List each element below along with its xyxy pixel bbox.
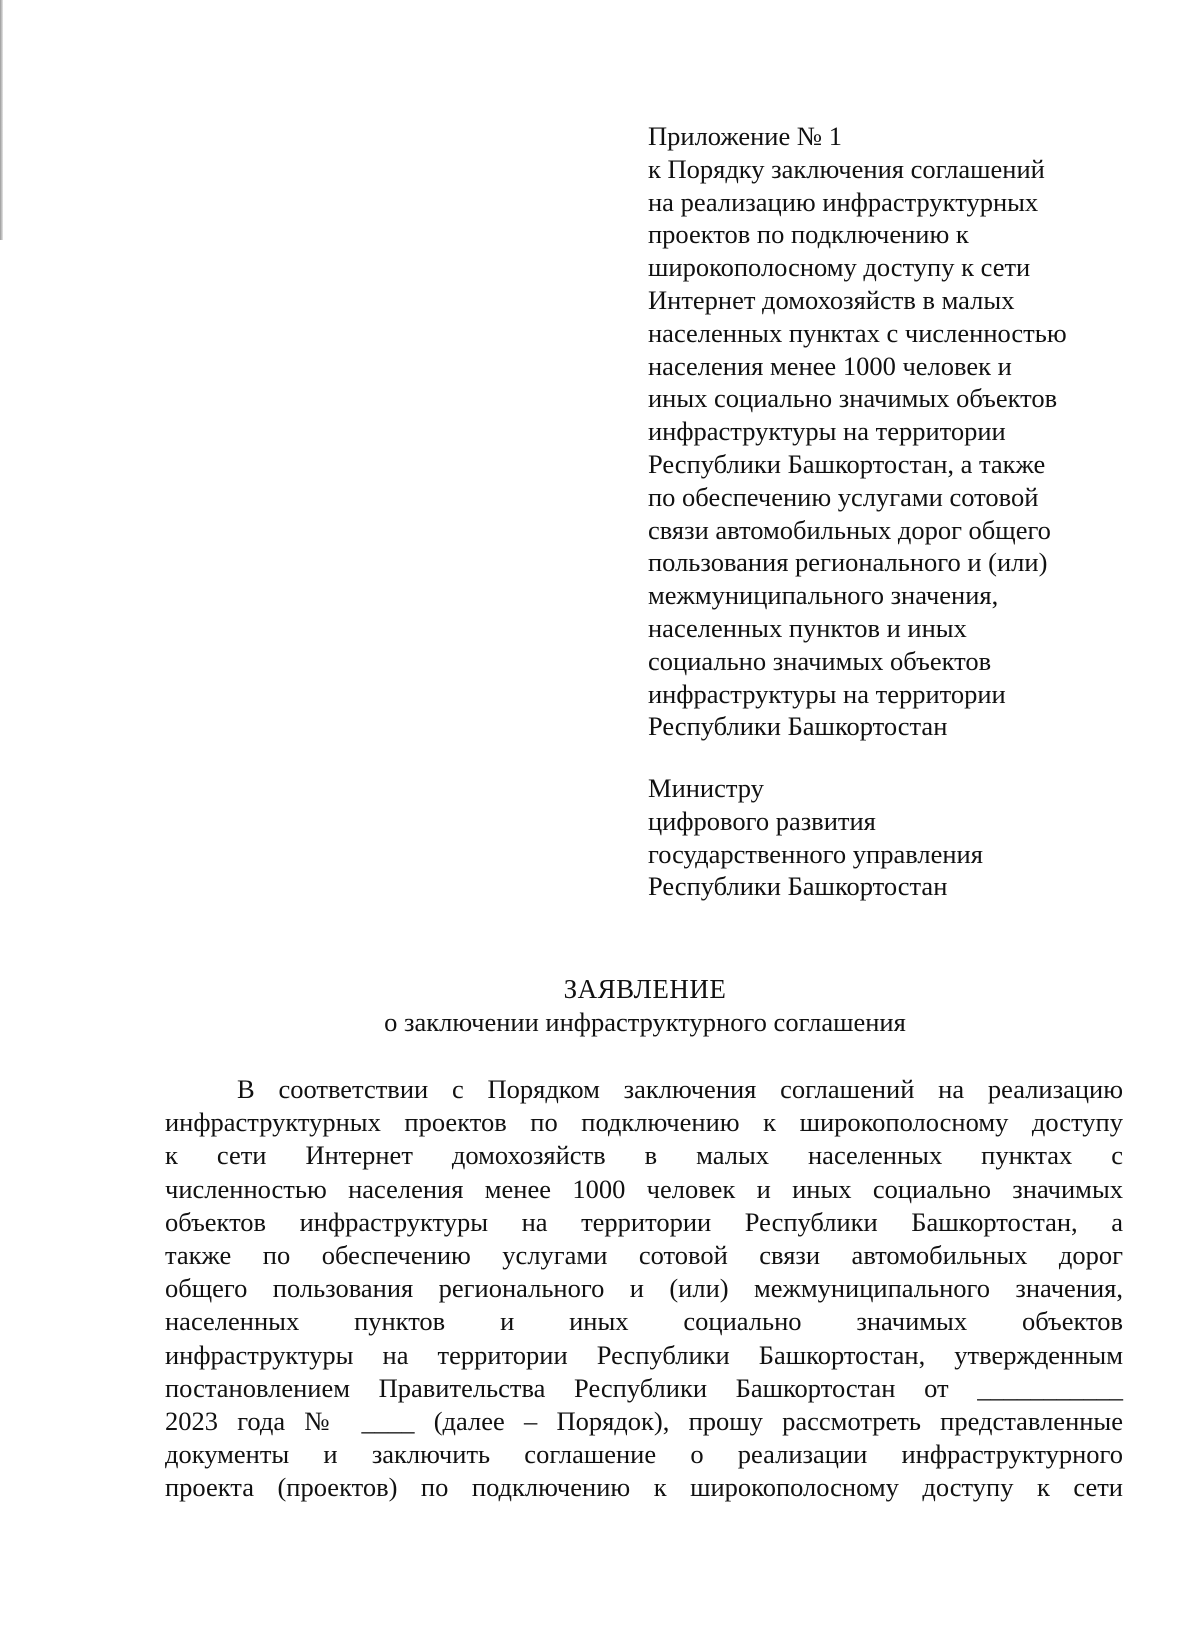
statement-body xyxy=(165,1073,1123,1505)
appendix-line: Республики Башкортостан, а также xyxy=(648,448,1046,479)
appendix-header xyxy=(648,120,1168,743)
appendix-line: населения менее 1000 человек и xyxy=(648,350,1012,381)
body-line: населенных пунктов и иных социально значимых объектов xyxy=(165,1306,1123,1337)
scan-edge-shadow xyxy=(0,0,3,240)
appendix-line: по обеспечению услугами сотовой xyxy=(648,481,1039,512)
body-line: документы и заключить соглашение о реализации инфраструктурного xyxy=(165,1439,1123,1470)
body-line: В соответствии с Порядком заключения соглашений на реализацию xyxy=(237,1074,1123,1104)
appendix-line: широкополосному доступу к сети xyxy=(648,252,1031,283)
appendix-line: Республики Башкортостан xyxy=(648,711,948,742)
appendix-line: пользования регионального и (или) xyxy=(648,547,1048,578)
body-line: также по обеспечению услугами сотовой связи автомобильных дорог xyxy=(165,1240,1123,1271)
appendix-line: Интернет домохозяйств в малых xyxy=(648,284,1015,315)
appendix-line: на реализацию инфраструктурных xyxy=(648,186,1039,217)
addressee-block xyxy=(648,772,1168,903)
body-line: инфраструктурных проектов по подключению к широкополосному доступу xyxy=(165,1107,1123,1138)
addressee-line: Республики Башкортостан xyxy=(648,871,948,902)
body-line: объектов инфраструктуры на территории Республики Башкортостан, а xyxy=(165,1206,1123,1237)
addressee-line: цифрового развития xyxy=(648,805,876,836)
appendix-line: населенных пунктах с численностью xyxy=(648,317,1067,348)
appendix-line: инфраструктуры на территории xyxy=(648,416,1006,447)
appendix-line: межмуниципального значения, xyxy=(648,580,999,611)
body-line: 2023 года № ____ (далее – Порядок), прошу рассмотреть представленные xyxy=(165,1406,1123,1437)
appendix-line: социально значимых объектов xyxy=(648,645,992,676)
statement-title: ЗАЯВЛЕНИЕ xyxy=(563,974,727,1004)
body-line: к сети Интернет домохозяйств в малых населенных пунктах с xyxy=(165,1140,1123,1171)
appendix-line: иных социально значимых объектов xyxy=(648,383,1058,414)
appendix-line: к Порядку заключения соглашений xyxy=(648,153,1045,184)
addressee-line: государственного управления xyxy=(648,838,983,869)
appendix-line: населенных пунктов и иных xyxy=(648,612,967,643)
addressee-line: Министру xyxy=(648,773,764,803)
body-line: численностью населения менее 1000 человек и иных социально значимых xyxy=(165,1173,1123,1204)
body-line: общего пользования регионального и (или) межмуниципального значения, xyxy=(165,1273,1123,1304)
appendix-line: связи автомобильных дорог общего xyxy=(648,514,1051,545)
appendix-line: инфраструктуры на территории xyxy=(648,678,1006,709)
appendix-line: Приложение № 1 xyxy=(648,121,843,151)
appendix-line: проектов по подключению к xyxy=(648,219,969,250)
statement-subtitle: о заключении инфраструктурного соглашения xyxy=(384,1007,906,1037)
body-line: постановлением Правительства Республики Башкортостан от ___________ xyxy=(165,1372,1123,1403)
body-line: проекта (проектов) по подключению к широкополосному доступу к сети xyxy=(165,1472,1123,1503)
body-line: инфраструктуры на территории Республики Башкортостан, утвержденным xyxy=(165,1339,1123,1370)
